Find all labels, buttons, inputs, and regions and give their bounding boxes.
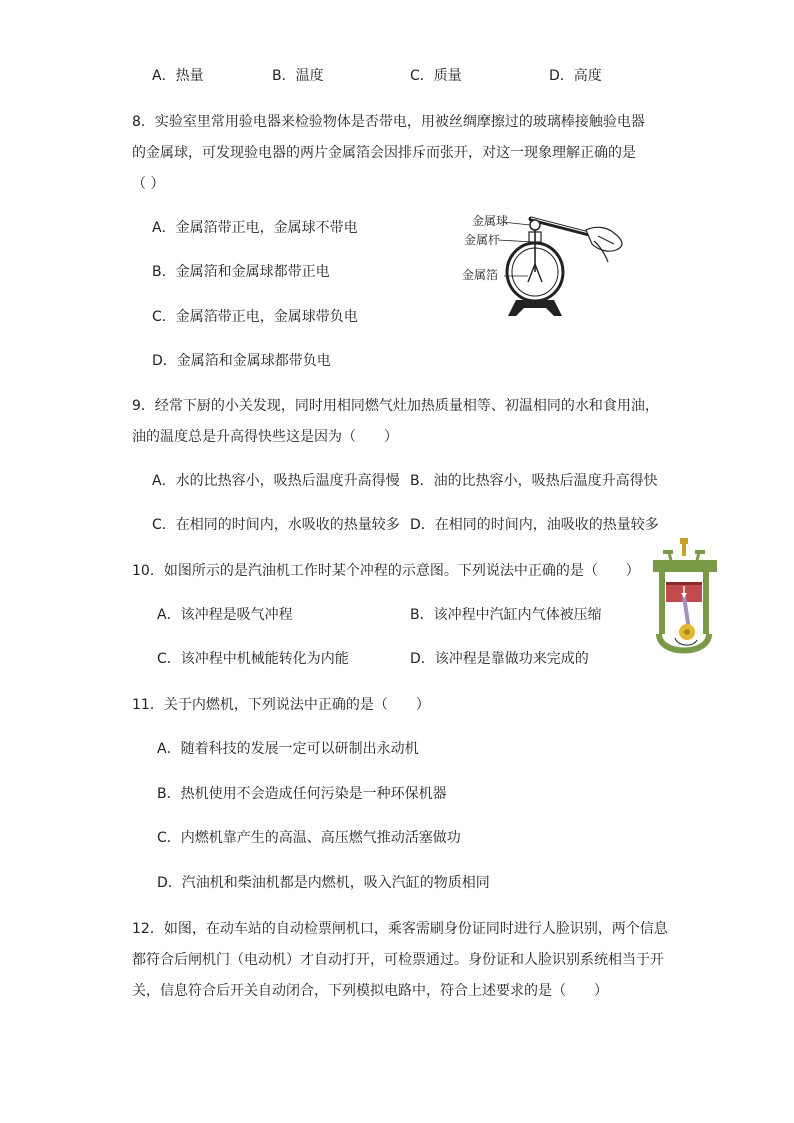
q9-option-d: D．在相同的时间内，油吸收的热量较多 <box>410 517 659 533</box>
q9-option-a: A．水的比热容小，吸热后温度升高得慢 <box>152 473 400 489</box>
q10-option-c: C．该冲程中机械能转化为内能 <box>157 651 349 667</box>
label-metal-ball: 金属球 <box>472 214 509 228</box>
q12-stem-line-1: 12．如图，在动车站的自动检票闸机口，乘客需刷身份证同时进行人脸识别，两个信息 <box>132 921 668 937</box>
q8-option-c: C．金属箔带正电，金属球带负电 <box>152 309 358 325</box>
engine-figure <box>651 538 719 663</box>
q10-option-a: A．该冲程是吸气冲程 <box>157 607 293 623</box>
electroscope-figure <box>458 206 633 321</box>
q10-option-b: B．该冲程中汽缸内气体被压缩 <box>410 607 602 623</box>
q8-option-a: A．金属箔带正电，金属球不带电 <box>152 220 358 236</box>
q11-option-b: B．热机使用不会造成任何污染是一种环保机器 <box>157 786 447 802</box>
q9-option-b: B．油的比热容小，吸热后温度升高得快 <box>410 473 658 489</box>
q7-option-d: D．高度 <box>549 68 602 84</box>
q8-stem-line-3: （ ） <box>132 176 165 192</box>
q8-stem-line-2: 的金属球，可发现验电器的两片金属箔会因排斥而张开，对这一现象理解正确的是 <box>132 145 636 161</box>
q10-stem: 10．如图所示的是汽油机工作时某个冲程的示意图。下列说法中正确的是（ ） <box>132 563 640 579</box>
q11-option-d: D．汽油机和柴油机都是内燃机，吸入汽缸的物质相同 <box>157 875 490 891</box>
q7-option-a: A．热量 <box>152 68 204 84</box>
q12-stem-line-2: 都符合后闸机门（电动机）才自动打开，可检票通过。身份证和人脸识别系统相当于开 <box>132 952 664 968</box>
q11-option-a: A．随着科技的发展一定可以研制出永动机 <box>157 741 419 757</box>
q7-option-b: B．温度 <box>272 68 324 84</box>
q9-stem-line-2: 油的温度总是升高得快些这是因为（ ） <box>132 429 398 445</box>
q8-option-b: B．金属箔和金属球都带正电 <box>152 264 330 280</box>
q11-option-c: C．内燃机靠产生的高温、高压燃气推动活塞做功 <box>157 830 461 846</box>
q12-stem-line-3: 关，信息符合后开关自动闭合，下列模拟电路中，符合上述要求的是（ ） <box>132 983 608 999</box>
q10-option-d: D．该冲程是靠做功来完成的 <box>410 651 589 667</box>
q9-stem-line-1: 9．经常下厨的小关发现，同时用相同燃气灶加热质量相等、初温相同的水和食用油， <box>132 398 659 414</box>
q8-stem-line-1: 8．实验室里常用验电器来检验物体是否带电，用被丝绸摩擦过的玻璃棒接触验电器 <box>132 114 645 130</box>
q11-stem: 11．关于内燃机，下列说法中正确的是（ ） <box>132 697 430 713</box>
label-metal-foil: 金属箔 <box>462 268 499 282</box>
q8-option-d: D．金属箔和金属球都带负电 <box>152 353 331 369</box>
q9-option-c: C．在相同的时间内，水吸收的热量较多 <box>152 517 400 533</box>
label-metal-rod: 金属杆 <box>464 233 501 247</box>
q7-option-c: C．质量 <box>410 68 462 84</box>
